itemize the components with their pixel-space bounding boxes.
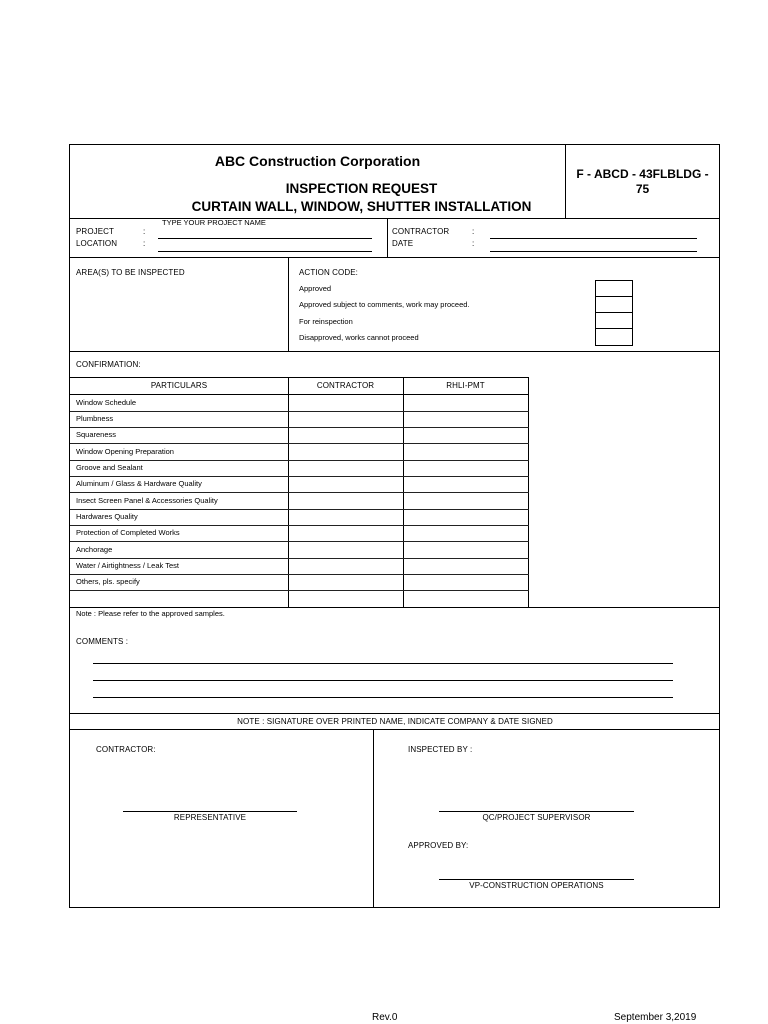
action-code-disapproved: Disapproved, works cannot proceed [299, 333, 419, 342]
comments-bottom-rule [70, 713, 720, 714]
action-code-label: ACTION CODE: [299, 268, 358, 277]
form-title: INSPECTION REQUEST [285, 181, 438, 196]
date-field[interactable] [490, 251, 697, 252]
form-code-number: 75 [635, 182, 650, 196]
qc-supervisor-label: QC/PROJECT SUPERVISOR [482, 813, 591, 822]
comments-label: COMMENTS : [76, 637, 129, 646]
contractor-signature-label: CONTRACTOR: [96, 745, 156, 754]
project-label: PROJECT [76, 227, 115, 236]
project-divider [387, 218, 388, 257]
areas-divider [288, 257, 289, 351]
inspected-by-label: INSPECTED BY : [408, 745, 473, 754]
column-header-particulars: PARTICULARS [150, 381, 208, 390]
inspection-form [69, 144, 720, 908]
vp-signature-line[interactable] [439, 879, 634, 880]
project-field[interactable] [158, 238, 372, 239]
signature-divider [373, 729, 374, 908]
table-row: Water / Airtightness / Leak Test [76, 561, 179, 570]
revision-number: Rev.0 [372, 1012, 398, 1023]
checkbox-disapproved[interactable] [595, 328, 633, 346]
action-code-approved-with-comments: Approved subject to comments, work may proceed. [299, 300, 470, 309]
table-row: Hardwares Quality [76, 512, 138, 521]
action-code-reinspection: For reinspection [299, 317, 353, 326]
project-bottom-rule [70, 257, 720, 258]
table-row: Groove and Sealant [76, 463, 143, 472]
table-bottom-rule [70, 607, 720, 608]
confirmation-label: CONFIRMATION: [76, 360, 141, 369]
column-header-contractor: CONTRACTOR [316, 381, 375, 390]
comment-line[interactable] [93, 697, 673, 698]
contractor-colon: : [472, 227, 475, 236]
areas-bottom-rule [70, 351, 720, 352]
comment-line[interactable] [93, 663, 673, 664]
representative-label: REPRESENTATIVE [173, 813, 247, 822]
table-row: Others, pls. specify [76, 577, 140, 586]
table-row: Anchorage [76, 545, 113, 554]
column-header-rhli-pmt: RHLI-PMT [446, 381, 485, 390]
company-name: ABC Construction Corporation [214, 153, 421, 169]
areas-label: AREA(S) TO BE INSPECTED [76, 268, 185, 277]
table-row: Window Schedule [76, 398, 137, 407]
approved-by-label: APPROVED BY: [408, 841, 469, 850]
date-colon: : [472, 239, 475, 248]
location-colon: : [143, 239, 146, 248]
checkbox-reinspection[interactable] [595, 312, 633, 329]
table-row: Aluminum / Glass & Hardware Quality [76, 479, 202, 488]
contractor-label: CONTRACTOR [392, 227, 450, 236]
approved-samples-note: Note : Please refer to the approved samples. [76, 609, 225, 618]
date-label: DATE [392, 239, 414, 248]
revision-date: September 3,2019 [614, 1012, 697, 1023]
contractor-field[interactable] [490, 238, 697, 239]
comment-line[interactable] [93, 680, 673, 681]
table-row: Protection of Completed Works [76, 528, 180, 537]
checkbox-approved-with-comments[interactable] [595, 296, 633, 313]
qc-supervisor-signature-line[interactable] [439, 811, 634, 812]
action-code-approved: Approved [299, 284, 332, 293]
form-code: F - ABCD - 43FLBLDG - [576, 167, 709, 181]
table-row: Plumbness [76, 414, 114, 423]
vp-construction-label: VP-CONSTRUCTION OPERATIONS [469, 881, 604, 890]
location-field[interactable] [158, 251, 372, 252]
confirmation-table [70, 377, 529, 607]
project-placeholder: TYPE YOUR PROJECT NAME [162, 218, 266, 227]
signature-note: NOTE : SIGNATURE OVER PRINTED NAME, INDICATE COMPANY & DATE SIGNED [237, 717, 553, 726]
table-row: Squareness [76, 430, 117, 439]
table-row: Insect Screen Panel & Accessories Quality [76, 496, 218, 505]
representative-signature-line[interactable] [123, 811, 297, 812]
table-row: Window Opening Preparation [76, 447, 174, 456]
location-label: LOCATION [76, 239, 118, 248]
checkbox-approved[interactable] [595, 280, 633, 297]
project-colon: : [143, 227, 146, 236]
form-subtitle: CURTAIN WALL, WINDOW, SHUTTER INSTALLATION [191, 199, 532, 214]
signature-note-rule [70, 729, 720, 730]
